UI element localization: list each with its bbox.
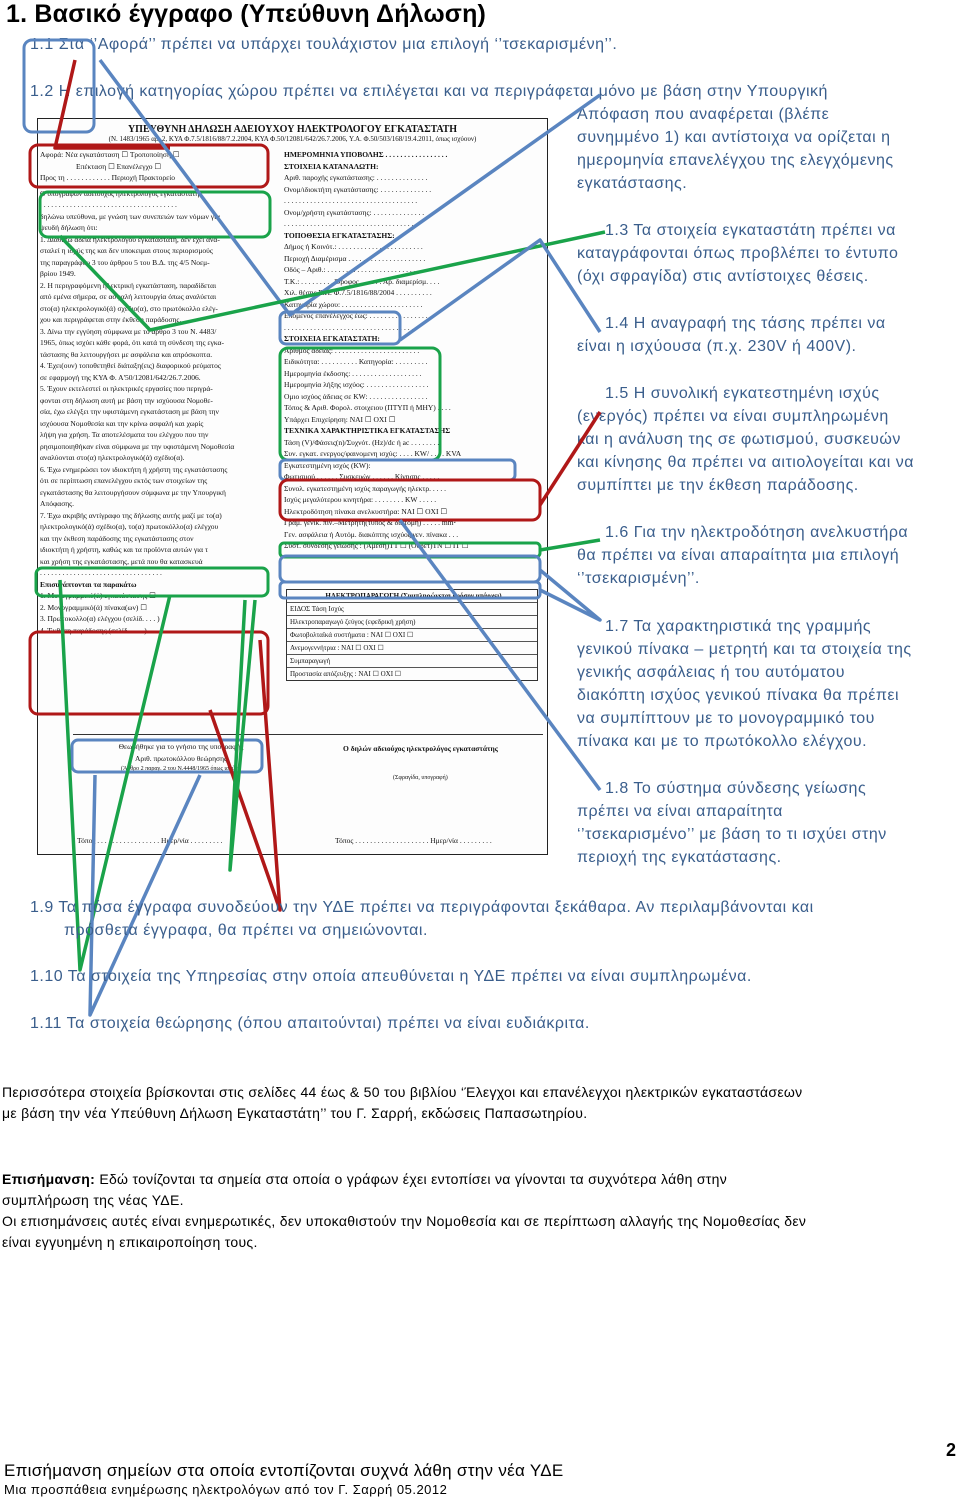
item-1-11: 1.11 Τα στοιχεία θεώρησης (όπου απαιτούνται) πρέπει να είναι ευδιάκριτα.: [30, 1015, 590, 1032]
page-title: 1. Βασικό έγγραφο (Υπεύθυνη Δήλωση): [6, 0, 487, 28]
item-1-6: 1.6 Για την ηλεκτροδότηση ανελκυστήρα θα πρέπει να είναι απαραίτητα μια επιλογή ‘’τσεκαρισμένη’’.: [577, 524, 909, 587]
item-1-8: 1.8 Το σύστημα σύνδεσης γείωσης πρέπει να είναι απαραίτητα ‘’τσεκαρισμένο’’ με βάση το τι ισχύει στην περιοχή της εγκατάστασης.: [577, 780, 887, 866]
footer-subtitle: Μια προσπάθεια ενημέρωσης ηλεκτρολόγων από τον Γ. Σαρρή 05.2012: [4, 1482, 448, 1497]
notice-label: Επισήμανση:: [2, 1171, 96, 1187]
item-1-7: 1.7 Τα χαρακτηριστικά της γραμμής γενικού πίνακα – μετρητή και τα στοιχεία της γενικής ασφάλειας ή του αυτόματου διακόπτη ισχύος γενικού πίνακα θα πρέπει να συμπίπτουν με το μονογραμμικό του πίνακα και με το πρωτόκολλο ελέγχου.: [577, 618, 912, 750]
more-info-note: Περισσότερα στοιχεία βρίσκονται στις σελίδες 44 έως & 50 του βιβλίου ‘Έλεγχοι και επανέλεγχοι ηλεκτρικών εγκαταστάσεων με βάση την νέα Υπεύθυνη Δήλωση Εγκαταστάτη’’ του Γ. Σαρρή, εκδώσεις Παπασωτηρίου.: [2, 1084, 803, 1121]
item-1-9: 1.9 Τα πόσα έγγραφα συνοδεύουν την ΥΔΕ πρέπει να περιγράφονται ξεκάθαρα. Αν περιλαμβάνονται και: [30, 899, 814, 916]
signature-area: Θεωρήθηκε για το γνήσιο της υπογραφής Αριθ. πρωτοκόλλου θεώρησης (Άρθρο 2 παραγ. 2 του Ν.4448/1965 όπως ισχύει) Ο δηλών αδειούχος ηλεκτρολόγος εγκαταστάτης (Σφραγίδα, υπογραφή) Τόπος . . . . . . . . . . . . . . . . . Ημερ/νία . . . . . . . . . Τόπος . . . . . . . . . . . . . . . . . . . . Ημερ/νία . . . . . . . . .: [73, 734, 543, 855]
item-1-3: 1.3 Τα στοιχεία εγκαταστάτη πρέπει να καταγράφονται όπως προβλέπει το έντυπο (όχι σφραγίδα) στις αντίστοιχες θέσεις.: [577, 222, 899, 285]
generation-table: ΗΛΕΚΤΡΟΠΑΡΑΓΩΓΗ (Συμπληρώνεται εφόσον υπάρχει) ΕΙΔΟΣ Τάση Ισχύς Ηλεκτροπαραγωγό ζεύγος (εφεδρική χρήση) Φωτοβολταϊκά συστήματα : ΝΑΙ ☐ ΟΧΙ ☐ Ανεμογεννήτρια : ΝΑΙ ☐ ΟΧΙ ☐ Συμπαραγωγή Προστασία απόζευξης : ΝΑΙ ☐ ΟΧΙ ☐: [286, 589, 538, 681]
item-1-9-cont: πρόσθετα έγγραφα, θα πρέπει να σημειώνονται.: [64, 922, 428, 939]
item-1-10: 1.10 Τα στοιχεία της Υπηρεσίας στην οποία απευθύνεται η ΥΔΕ πρέπει να είναι συμπληρωμένα.: [30, 968, 752, 985]
notice-block: Επισήμανση: Εδώ τονίζονται τα σημεία στα οποία ο γράφων έχει εντοπίσει να γίνονται τα συχνότερα λάθη στην συμπλήρωση της νέας ΥΔΕ. Οι επισημάνσεις αυτές είναι ενημερωτικές, δεν υποκαθιστούν την Νομοθεσία και σε περίπτωση αλλαγής της Νομοθεσίας δεν είναι εγγυημένη η επικαιροποίηση τους.: [2, 1171, 807, 1250]
item-1-1: 1.1 Στα ‘’Αφορά’’ πρέπει να υπάρχει τουλάχιστον μια επιλογή ‘’τσεκαρισμένη’’.: [30, 36, 618, 53]
form-right-column: ΗΜΕΡΟΜΗΝΙΑ ΥΠΟΒΟΛΗΣ . . . . . . . . . . . . . . . . . ΣΤΟΙΧΕΙΑ ΚΑΤΑΝΑΛΩΤΗ: Αριθ. παροχής εγκατάστασης: . . . . . . . . . . . . . . Ονομ/ιδιοκτήτη εγκατάστασης: . . . . . . . . . . . . . . . . . . . . . . . . . . . . . . . . . . . . . . . . . . . . . . . . . . Ονομ/χρήστη εγκατάστασης: . . . . . . . . . . . . . . . . . . . . . . . . . . . . . . . . . . . . . . . . . . . . . . . . . . ΤΟΠΟΘΕΣΙΑ ΕΓΚΑΤΑΣΤΑΣΗΣ: Δήμος ή Κοινότ.: . . . . . . . . . . . . . . . . . . . . . . . Περιοχή Διαμέρισμα . . . . . . . . . . . . . . . . . . . . . Οδός – Αριθ.: . . . . . . . . . . . . . . . . . . . . . . . . . Τ.Κ.: . . . . . . . . . Όροφος . . . . . . Αρ. διαμερίσμ. . . . Χιλ. θέσης Σ.Π. Φ.7.5/1816/88/2004 . . . . . . . . . . Κατηγορία χώρου: . . . . . . . . . . . . . . . . . . . . . . Επόμενος επανέλεγχος έως: . . . . . . . . . . . . . . . . . . . . . . . . . . . . . . . . . . . . . . . . . . . . . . . . . . . . ΣΤΟΙΧΕΙΑ ΕΓΚΑΤΑΣΤΑΤΗ: Αριθμός άδειας: . . . . . . . . . . . . . . . . . . . . . . . Ειδικότητα: . . . . . . . . . . Κατηγορία: . . . . . . . . . Ημερομηνία έκδοσης: . . . . . . . . . . . . . . . . . . . Ημερομηνία λήξης ισχύος: . . . . . . . . . . . . . . . . . Ομιο ισχύος άδειας σε KW: . . . . . . . . . . . . . . . . Τόπος & Αριθ. Φορολ. στοιχειου (ΠΤΥΠ ή ΜΗΥ) . . . . Υπάρχει Επιχείρηση: ΝΑΙ ☐ ΟΧΙ ☐ ΤΕΧΝΙΚΑ ΧΑΡΑΚΤΗΡΙΣΤΙΚΑ ΕΓΚΑΤΑΣΤΑΣΗΣ Τάση (V)/Φάσεις(n)/Συχνότ. (Hz)/dc ή ac . . . . . . . . Συν. εγκατ. ενεργος/φαινομενη ισχύς: . . . . KW/ . . . . KVA Εγκατεστημένη ισχύς (KW): Φωτισμού . . . . . . Συσκευών . . . . . . Κίνησης . . . . . Συνολ. εγκατεστημένη ισχύς παραγωγής ηλεκτρ. . . . . Ισχύς μεγαλύτερου κινητήρα: . . . . . . . . KW . . . . . Ηλεκτροδότηση πίνακα ανελκυστήρα: ΝΑΙ ☐ ΟΧΙ ☐ Γραμ. γενικ. πιν.–Μετρητή(τύπος & διατομή) . . . . . mm² Γεν. ασφάλεια ή Αυτόμ. διακόπτης ισχύος γεν. πίνακα . . . Σύστ. σύνδεσης γείωσης : (Άμεση)TT ☐ (Ουδέτ)TN ☐ IT ☐: [284, 149, 544, 734]
item-1-2: 1.2 Η επιλογή κατηγορίας χώρου πρέπει να επιλέγεται και να περιγράφεται μόνο με βάση στην Υπουργική: [30, 83, 828, 100]
declaration-form-image: [37, 118, 548, 855]
form-header: ΥΠΕΥΘΥΝΗ ΔΗΛΩΣΗ ΑΔΕΙΟΥΧΟΥ ΗΛΕΚΤΡΟΛΟΓΟΥ ΕΓΚΑΤΑΣΤΑΤΗ: [127, 124, 458, 135]
page-number: 2: [945, 1440, 956, 1460]
item-1-5: 1.5 Η συνολική εγκατεστημένη ισχύς (ενεργός) πρέπει να είναι συμπληρωμένη και η ανάλυση της σε φωτισμού, συσκευών και κίνησης θα πρέπει να αιτιολογείται και να συμπίπτει με την έκθεση παράδοσης.: [577, 385, 914, 494]
form-subheader: (Ν. 1483/1965 αρ. 2, ΚΥΑ Φ.7.5/1816/88/7.2.2004, ΚΥΑ Φ.50/12081/642/26.7.2006, Υ.Α. Φ.50/503/168/19.4.2011, όπως ισχύουν): [108, 135, 477, 143]
item-1-4: 1.4 Η αναγραφή της τάσης πρέπει να είναι η ισχύουσα (π.χ. 230V ή 400V).: [577, 315, 886, 355]
footer-title: Επισήμανση σημείων στα οποία εντοπίζονται συχνά λάθη στην νέα ΥΔΕ: [4, 1461, 564, 1480]
item-1-2-cont: Απόφαση που αναφέρεται (βλέπε συνημμένο 1) και αντίστοιχα να ορίζεται η ημερομηνία επανελέγχου της ελεγχόμενης εγκατάστασης.: [577, 106, 894, 192]
form-left-column: Αφορά: Νέα εγκατάσταση ☐ Τροποποίηση ☐ Επέκταση ☐ Επανέλεγχο ☐ Προς τη . . . . . . . . . . . . Περιοχή Πρακτορείο Ο υπογράφων αδειούχος ηλεκτρολόγος εγκαταστάτης . . . . . . . . . . . . . . . . . . . . . . . . . . . . . . . . . . . . . δηλώνω υπεύθυνα, με γνώση των συνεπειών των νόμων για ψευδή δήλωση ότι: 1. Διαθέτω άδεια ηλεκτρολόγου εγκαταστάτη, δεν έχει ανα- σταλεί η ισχύς της και δεν υποκειμαι στους περιορισμούς της παραγράφου 3 του άρθρου 5 του Β.Δ. της 4/5 Νοεμ- βρίου 1949. 2. Η περιγραφόμενη ηλεκτρική εγκατάσταση, παραδίδεται από εμένα σήμερα, σε ασφαλή λειτουργία όπως αναλύεται στο(α) ηλεκτρολογικό(ά) σχέδιο(α), στο πρωτόκολλο ελέγ- χου και περιγράφεται στην έκθεση παράδοσης. 3. Δίνω την εγγύηση σύμφωνα με το άρθρο 3 του Ν. 4483/ 1965, όπως ισχύει κάθε φορά, ότι κατά τη σύνδεση της εγκα- τάστασης θα λειτουργήσει με ασφάλεια και απρόσκοπτα. 4. Έχει(ουν) τοποθετηθεί διάταξη(εις) διαφορικού ρεύματος σε εφαρμογή της ΚΥΑ Φ. Α'50/12081/642/26.7.2006. 5. Έχουν εκτελεστεί οι ηλεκτρικές εργασίες που περιγρά- φονται στη δήλωση αυτή με βάση την ισχύουσα Νομοθε- σία, έχω ελέγξει την υφιστάμενη εγκατάσταση με βάση την ισχύουσα Νομοθεσία και την κρίνω ασφαλή και χωρίς λήψη για χρήση. Τα αποτελέσματα του ελέγχου που την ρησιμοποιηθήκαν είναι σύμφωνα με την υφιστάμενη Νομοθεσία αναλύονται στο(α) ηλεκτρολογικό(ά) σχέδιο(α). 6. Έχω ενημερώσει τον ιδιοκτήτη ή χρήστη της εγκατάστασης ότι σε περίπτωση επανελέγχου εκτός των στοιχείων της εγκατάστασης θα λειτουργήσουν σύμφωνα με την Υπουργική Απόφασης. 7. Έχω ακριβής αντίγραφο της δήλωσης αυτής μαζί με το(α) ηλεκτρολογικό(ά) σχέδιο(α), το(α) πρωτοκόλλο(α) ελέγχου και την έκθεση παράδοσης της εγκατάστασης στον ιδιοκτήτη ή χρήστη, καθώς και τα προϊόντα αυτών για τ και χρήση της εγκατάστασης, μετά που θα κατασκευά . . . . . . . . . . . . . . . . . . . . . . . . . . . . . . . . . Επισυνάπτονται τα παρακάτω 1. Μονογραμμικό(ά) εγκατάστασης ☐ 2. Μονογραμμικό(ά) πίνακα(ων) ☐ 3. Πρωτοκολλο(α) ελέγχου (σελίδ. . . . ) 4. Έκθεση παράδοσης (σελίδ. . . . .): [40, 150, 235, 635]
